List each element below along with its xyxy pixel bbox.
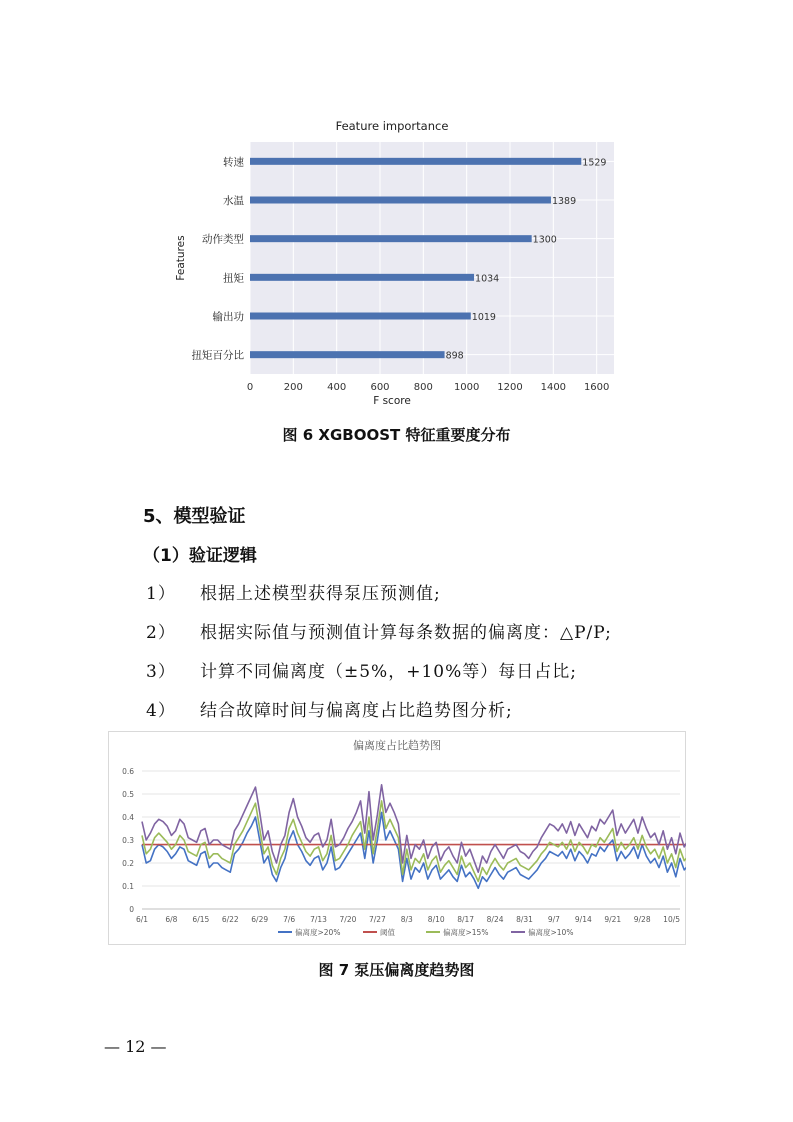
x-tick-label: 6/29 <box>251 915 269 924</box>
bar <box>250 313 471 320</box>
legend-entry: 偏离度>15% <box>443 928 489 937</box>
deviation-trend-svg <box>108 731 686 945</box>
x-tick-label: 6/8 <box>165 915 178 924</box>
y-tick-label: 0.3 <box>122 836 134 845</box>
data-label: 1019 <box>471 312 496 323</box>
y-axis-label: Features <box>175 235 187 281</box>
y-tick-label: 0 <box>129 905 134 914</box>
bar <box>250 274 474 281</box>
y-tick-label: 扭矩 <box>223 272 244 285</box>
x-tick-label: 6/1 <box>135 915 149 924</box>
x-tick-label: 7/6 <box>283 915 296 924</box>
chart-frame <box>109 732 686 945</box>
legend-entry: 偏离度>10% <box>528 928 574 937</box>
y-tick-label: 0.1 <box>122 882 134 891</box>
x-tick-label: 8/10 <box>427 915 445 924</box>
x-tick-label: 1600 <box>583 382 610 393</box>
list-item-number: 1） <box>146 584 176 604</box>
plot-area <box>250 142 614 374</box>
page-number: — 12 — <box>104 1037 167 1056</box>
list-item-text: 计算不同偏离度（±5%，+10%等）每日占比; <box>200 662 577 682</box>
y-tick-label: 水温 <box>223 195 244 207</box>
list-item-number: 4） <box>146 701 176 721</box>
list-item <box>146 618 612 643</box>
y-tick-label: 0.5 <box>122 790 134 799</box>
x-tick-label: 8/17 <box>457 915 475 924</box>
x-tick-label: 1400 <box>540 382 567 393</box>
figure6-caption: 图 6 XGBOOST 特征重要度分布 <box>282 426 511 444</box>
legend-entry: 偏离度>20% <box>295 928 341 937</box>
chart-title: 偏离度占比趋势图 <box>353 739 441 752</box>
x-tick-label: 7/20 <box>339 915 357 924</box>
list-item-text: 根据实际值与预测值计算每条数据的偏离度：△P/P; <box>200 623 612 643</box>
x-tick-label: 6/15 <box>192 915 210 924</box>
x-tick-label: 8/24 <box>486 915 504 924</box>
x-tick-label: 800 <box>413 382 433 393</box>
x-tick-label: 8/3 <box>400 915 413 924</box>
x-axis-label: F score <box>373 395 411 407</box>
y-tick-label: 0.4 <box>122 813 134 822</box>
x-tick-label: 9/21 <box>604 915 622 924</box>
x-tick-label: 8/31 <box>516 915 533 924</box>
list-item <box>146 657 577 682</box>
x-tick-label: 1000 <box>453 382 480 393</box>
data-label: 1389 <box>551 196 577 207</box>
list-item-text: 结合故障时间与偏离度占比趋势图分析; <box>200 701 513 721</box>
bar <box>250 158 581 165</box>
y-tick-label: 动作类型 <box>202 233 244 246</box>
section-heading: 5、模型验证 <box>143 506 246 527</box>
y-tick-label: 转速 <box>223 156 244 169</box>
chart-title: Feature importance <box>335 119 449 133</box>
data-label: 898 <box>445 350 464 362</box>
figure7-caption: 图 7 泵压偏离度趋势图 <box>318 961 475 979</box>
x-tick-label: 7/13 <box>310 915 327 924</box>
x-tick-label: 7/27 <box>368 915 386 924</box>
data-label: 1034 <box>475 273 500 285</box>
feature-importance-chart <box>168 112 624 412</box>
bar <box>250 351 445 358</box>
list-item-text: 根据上述模型获得泵压预测值; <box>200 584 441 604</box>
list-item <box>146 696 513 721</box>
x-tick-label: 9/14 <box>574 915 592 924</box>
data-label: 1300 <box>532 234 557 246</box>
data-label: 1529 <box>582 157 607 169</box>
deviation-trend-chart <box>108 731 686 945</box>
list-item <box>146 579 441 604</box>
y-tick-label: 扭矩百分比 <box>191 349 244 362</box>
bar <box>250 197 551 204</box>
x-tick-label: 9/28 <box>633 915 651 924</box>
feature-importance-svg <box>168 112 624 412</box>
y-tick-label: 0.6 <box>122 767 134 776</box>
x-tick-label: 200 <box>283 382 303 393</box>
x-tick-label: 0 <box>246 382 254 393</box>
section-subheading: （1）验证逻辑 <box>143 546 257 566</box>
x-tick-label: 400 <box>327 382 347 393</box>
x-tick-label: 1200 <box>497 382 523 393</box>
x-tick-label: 10/5 <box>663 915 681 924</box>
list-item-number: 2） <box>146 623 176 643</box>
bar <box>250 235 532 242</box>
y-tick-label: 输出功 <box>212 311 244 323</box>
x-tick-label: 9/7 <box>547 915 560 924</box>
x-tick-label: 6/22 <box>221 915 239 924</box>
y-tick-label: 0.2 <box>122 859 134 868</box>
legend-entry: 阈值 <box>380 928 395 937</box>
list-item-number: 3） <box>146 662 176 682</box>
x-tick-label: 600 <box>370 382 390 393</box>
